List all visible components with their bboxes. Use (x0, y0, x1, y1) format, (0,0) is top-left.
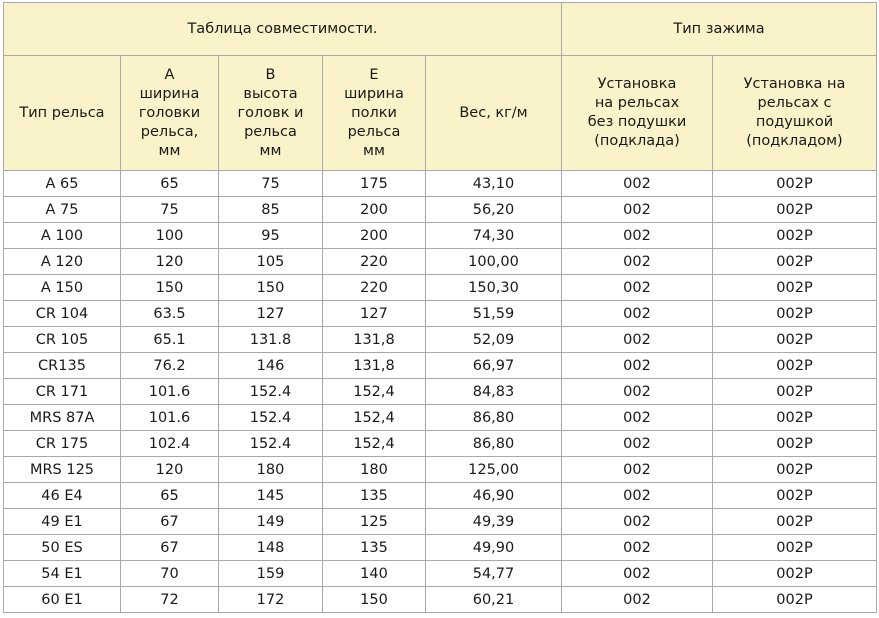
weight-cell: 54,77 (426, 561, 562, 587)
clamp-with-pad-cell: 002P (713, 535, 877, 561)
rail-height-cell: 152.4 (219, 431, 323, 457)
rail-type-cell: 50 ES (4, 535, 121, 561)
head-width-cell: 67 (121, 509, 219, 535)
clamp-no-pad-cell: 002 (562, 197, 713, 223)
head-width-cell: 65 (121, 171, 219, 197)
head-width-cell: 65.1 (121, 327, 219, 353)
weight-cell: 150,30 (426, 275, 562, 301)
weight-cell: 100,00 (426, 249, 562, 275)
rail-height-cell: 152.4 (219, 405, 323, 431)
weight-cell: 52,09 (426, 327, 562, 353)
table-row (4, 353, 877, 379)
foot-width-cell: 220 (323, 275, 426, 301)
head-width-cell: 65 (121, 483, 219, 509)
clamp-with-pad-cell: 002P (713, 197, 877, 223)
weight-cell: 49,39 (426, 509, 562, 535)
clamp-with-pad-cell: 002P (713, 223, 877, 249)
rail-type-cell: CR135 (4, 353, 121, 379)
rail-height-cell: 95 (219, 223, 323, 249)
rail-type-cell: CR 105 (4, 327, 121, 353)
head-width-cell: 102.4 (121, 431, 219, 457)
clamp-no-pad-cell: 002 (562, 509, 713, 535)
weight-cell: 51,59 (426, 301, 562, 327)
clamp-type-header: Тип зажима (562, 3, 877, 56)
table-row (4, 431, 877, 457)
rail-height-cell: 127 (219, 301, 323, 327)
clamp-with-pad-cell: 002P (713, 249, 877, 275)
rail-type-cell: A 150 (4, 275, 121, 301)
weight-cell: 86,80 (426, 405, 562, 431)
clamp-no-pad-cell: 002 (562, 353, 713, 379)
head-width-cell: 120 (121, 249, 219, 275)
clamp-no-pad-cell: 002 (562, 223, 713, 249)
clamp-no-pad-cell: 002 (562, 249, 713, 275)
clamp-with-pad-cell: 002P (713, 379, 877, 405)
clamp-with-pad-cell: 002P (713, 587, 877, 613)
rail-type-cell: CR 175 (4, 431, 121, 457)
head-width-cell: 101.6 (121, 405, 219, 431)
rail-type-cell: A 100 (4, 223, 121, 249)
head-width-cell: 72 (121, 587, 219, 613)
head-width-cell: 101.6 (121, 379, 219, 405)
clamp-with-pad-cell: 002P (713, 509, 877, 535)
clamp-with-pad-cell: 002P (713, 431, 877, 457)
rail-height-cell: 131.8 (219, 327, 323, 353)
col-header-without-pad: Установка на рельсах без подушки (подклада) (562, 56, 713, 171)
rail-height-cell: 172 (219, 587, 323, 613)
clamp-no-pad-cell: 002 (562, 171, 713, 197)
weight-cell: 60,21 (426, 587, 562, 613)
clamp-with-pad-cell: 002P (713, 483, 877, 509)
head-width-cell: 76.2 (121, 353, 219, 379)
rail-type-cell: CR 104 (4, 301, 121, 327)
table-row (4, 457, 877, 483)
table-row (4, 327, 877, 353)
rail-height-cell: 180 (219, 457, 323, 483)
rail-type-cell: A 75 (4, 197, 121, 223)
foot-width-cell: 135 (323, 483, 426, 509)
foot-width-cell: 152,4 (323, 405, 426, 431)
clamp-no-pad-cell: 002 (562, 301, 713, 327)
clamp-no-pad-cell: 002 (562, 275, 713, 301)
rail-height-cell: 159 (219, 561, 323, 587)
rail-height-cell: 149 (219, 509, 323, 535)
foot-width-cell: 140 (323, 561, 426, 587)
col-header-with-pad: Установка на рельсах с подушкой (подкладом) (713, 56, 877, 171)
rail-height-cell: 85 (219, 197, 323, 223)
table-row (4, 483, 877, 509)
weight-cell: 74,30 (426, 223, 562, 249)
table-row (4, 223, 877, 249)
rail-type-cell: MRS 125 (4, 457, 121, 483)
weight-cell: 125,00 (426, 457, 562, 483)
clamp-with-pad-cell: 002P (713, 561, 877, 587)
foot-width-cell: 150 (323, 587, 426, 613)
table-row (4, 587, 877, 613)
clamp-no-pad-cell: 002 (562, 431, 713, 457)
col-header-head-width: A ширина головки рельса, мм (121, 56, 219, 171)
clamp-with-pad-cell: 002P (713, 353, 877, 379)
weight-cell: 84,83 (426, 379, 562, 405)
foot-width-cell: 131,8 (323, 353, 426, 379)
foot-width-cell: 131,8 (323, 327, 426, 353)
weight-cell: 86,80 (426, 431, 562, 457)
col-header-rail-type: Тип рельса (4, 56, 121, 171)
foot-width-cell: 175 (323, 171, 426, 197)
head-width-cell: 67 (121, 535, 219, 561)
rail-type-cell: A 65 (4, 171, 121, 197)
foot-width-cell: 200 (323, 197, 426, 223)
head-width-cell: 63.5 (121, 301, 219, 327)
clamp-no-pad-cell: 002 (562, 457, 713, 483)
table-row (4, 405, 877, 431)
clamp-no-pad-cell: 002 (562, 405, 713, 431)
table-row (4, 197, 877, 223)
rail-height-cell: 75 (219, 171, 323, 197)
col-header-foot-width: E ширина полки рельса мм (323, 56, 426, 171)
foot-width-cell: 125 (323, 509, 426, 535)
clamp-with-pad-cell: 002P (713, 405, 877, 431)
rail-type-cell: CR 171 (4, 379, 121, 405)
weight-cell: 49,90 (426, 535, 562, 561)
table-row (4, 561, 877, 587)
rail-height-cell: 145 (219, 483, 323, 509)
clamp-with-pad-cell: 002P (713, 301, 877, 327)
clamp-no-pad-cell: 002 (562, 535, 713, 561)
clamp-with-pad-cell: 002P (713, 457, 877, 483)
foot-width-cell: 152,4 (323, 379, 426, 405)
rail-type-cell: 46 E4 (4, 483, 121, 509)
foot-width-cell: 127 (323, 301, 426, 327)
rail-height-cell: 148 (219, 535, 323, 561)
foot-width-cell: 135 (323, 535, 426, 561)
rail-height-cell: 152.4 (219, 379, 323, 405)
head-width-cell: 120 (121, 457, 219, 483)
foot-width-cell: 200 (323, 223, 426, 249)
table-row (4, 509, 877, 535)
clamp-no-pad-cell: 002 (562, 379, 713, 405)
weight-cell: 43,10 (426, 171, 562, 197)
head-width-cell: 75 (121, 197, 219, 223)
table-row (4, 249, 877, 275)
weight-cell: 56,20 (426, 197, 562, 223)
weight-cell: 46,90 (426, 483, 562, 509)
rail-type-cell: 60 E1 (4, 587, 121, 613)
rail-type-cell: A 120 (4, 249, 121, 275)
clamp-with-pad-cell: 002P (713, 275, 877, 301)
foot-width-cell: 180 (323, 457, 426, 483)
table-row (4, 275, 877, 301)
foot-width-cell: 152,4 (323, 431, 426, 457)
table-row (4, 171, 877, 197)
foot-width-cell: 220 (323, 249, 426, 275)
head-width-cell: 150 (121, 275, 219, 301)
rail-type-cell: 54 E1 (4, 561, 121, 587)
compatibility-table (3, 2, 877, 613)
clamp-no-pad-cell: 002 (562, 483, 713, 509)
table-row (4, 379, 877, 405)
weight-cell: 66,97 (426, 353, 562, 379)
compatibility-table-title: Таблица совместимости. (4, 3, 562, 56)
rail-type-cell: 49 E1 (4, 509, 121, 535)
clamp-with-pad-cell: 002P (713, 327, 877, 353)
col-header-weight: Вес, кг/м (426, 56, 562, 171)
rail-height-cell: 150 (219, 275, 323, 301)
head-width-cell: 100 (121, 223, 219, 249)
clamp-no-pad-cell: 002 (562, 327, 713, 353)
clamp-no-pad-cell: 002 (562, 587, 713, 613)
clamp-with-pad-cell: 002P (713, 171, 877, 197)
head-width-cell: 70 (121, 561, 219, 587)
rail-height-cell: 146 (219, 353, 323, 379)
rail-height-cell: 105 (219, 249, 323, 275)
rail-type-cell: MRS 87A (4, 405, 121, 431)
col-header-rail-height: B высота головк и рельса мм (219, 56, 323, 171)
table-body (4, 171, 877, 613)
clamp-no-pad-cell: 002 (562, 561, 713, 587)
table-row (4, 535, 877, 561)
table-row (4, 301, 877, 327)
